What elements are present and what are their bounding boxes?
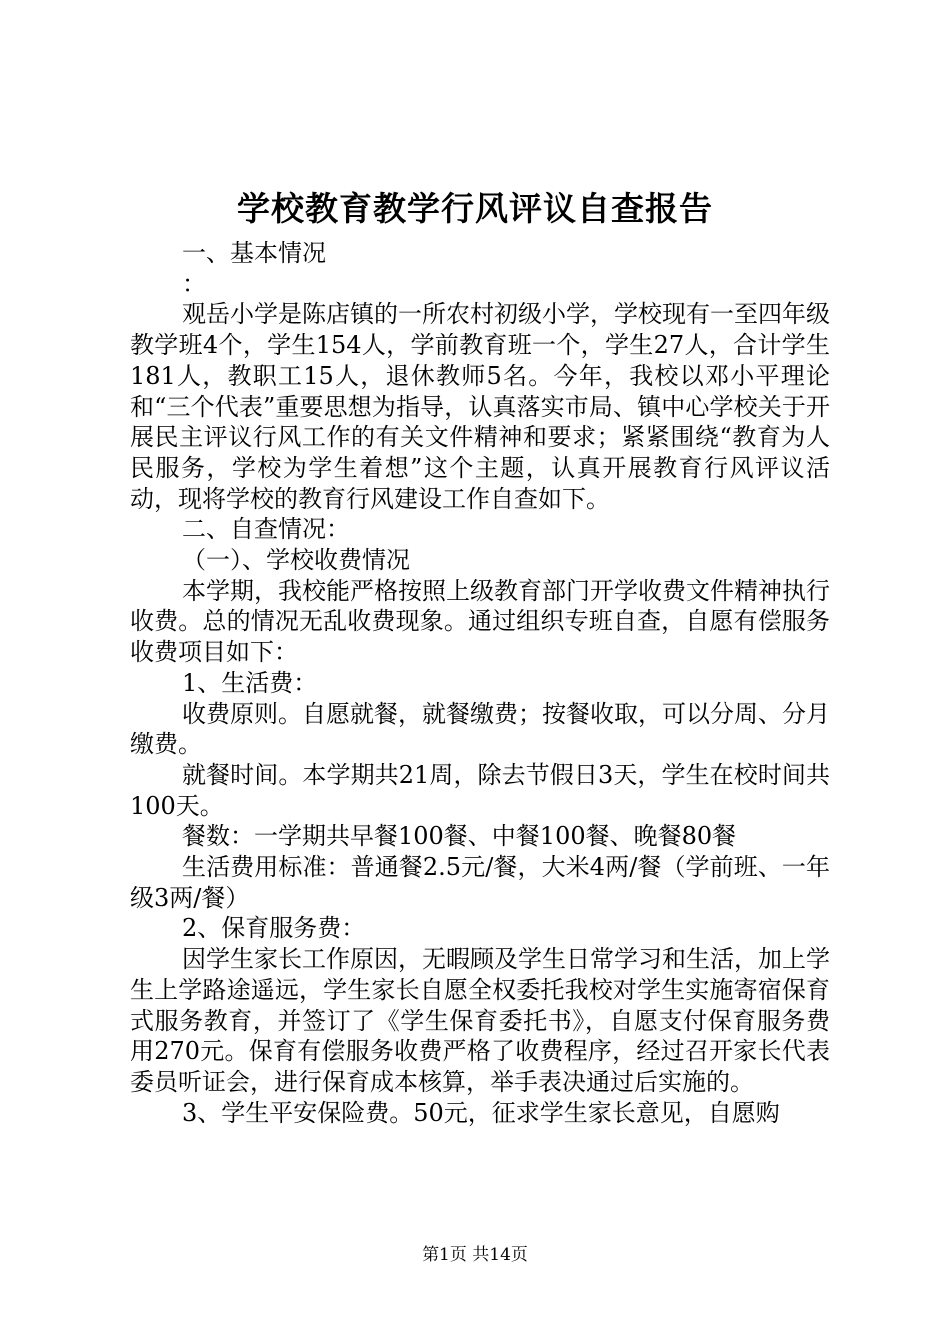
- paragraph: 本学期，我校能严格按照上级教育部门开学收费文件精神执行收费。总的情况无乱收费现象。通过组织专班自查，自愿有偿服务收费项目如下：: [130, 576, 830, 667]
- paragraph: 收费原则。自愿就餐，就餐缴费；按餐收取，可以分周、分月缴费。: [130, 699, 830, 759]
- page-number: 第1页 共14页: [422, 1245, 528, 1265]
- item-heading: 1、生活费：: [182, 668, 318, 697]
- paragraph: 餐数：一学期共早餐100餐、中餐100餐、晚餐80餐: [182, 822, 737, 851]
- paragraph: 因学生家长工作原因，无暇顾及学生日常学习和生活，加上学生上学路途遥远，学生家长自愿全权委托我校对学生实施寄宿保育式服务教育，并签订了《学生保育委托书》，自愿支付保育服务费用270元。保育有偿服务收费严格了收费程序，经过召开家长代表委员听证会，进行保育成本核算，举手表决通过后实施的。: [130, 945, 830, 1096]
- paragraph: 就餐时间。本学期共21周，除去节假日3天，学生在校时间共100天。: [130, 760, 830, 820]
- section-heading: 一、基本情况: [182, 239, 326, 267]
- document-body: [130, 238, 830, 1128]
- paragraph: ：: [182, 269, 206, 298]
- subsection-heading: （一）、学校收费情况: [182, 546, 410, 575]
- paragraph: 生活费用标准：普通餐2.5元/餐，大米4两/餐（学前班、一年级3两/餐）: [130, 853, 830, 912]
- paragraph: 观岳小学是陈店镇的一所农村初级小学，学校现有一至四年级教学班4个，学生154人，学前教育班一个，学生27人，合计学生181人，教职工15人，退休教师5名。今年，我校以邓小平理论和“三个代表”重要思想为指导，认真落实市局、镇中心学校关于开展民主评议行风工作的有关文件精神和要求；紧紧围绕“教育为人民服务，学校为学生着想”这个主题，认真开展教育行风评议活动，现将学校的教育行风建设工作自查如下。: [130, 300, 830, 513]
- section-heading: 二、自查情况：: [182, 515, 350, 544]
- paragraph: 3、学生平安保险费。50元，征求学生家长意见，自愿购: [182, 1098, 780, 1127]
- page-title: 学校教育教学行风评议自查报告: [237, 189, 713, 228]
- item-heading: 2、保育服务费：: [182, 914, 366, 943]
